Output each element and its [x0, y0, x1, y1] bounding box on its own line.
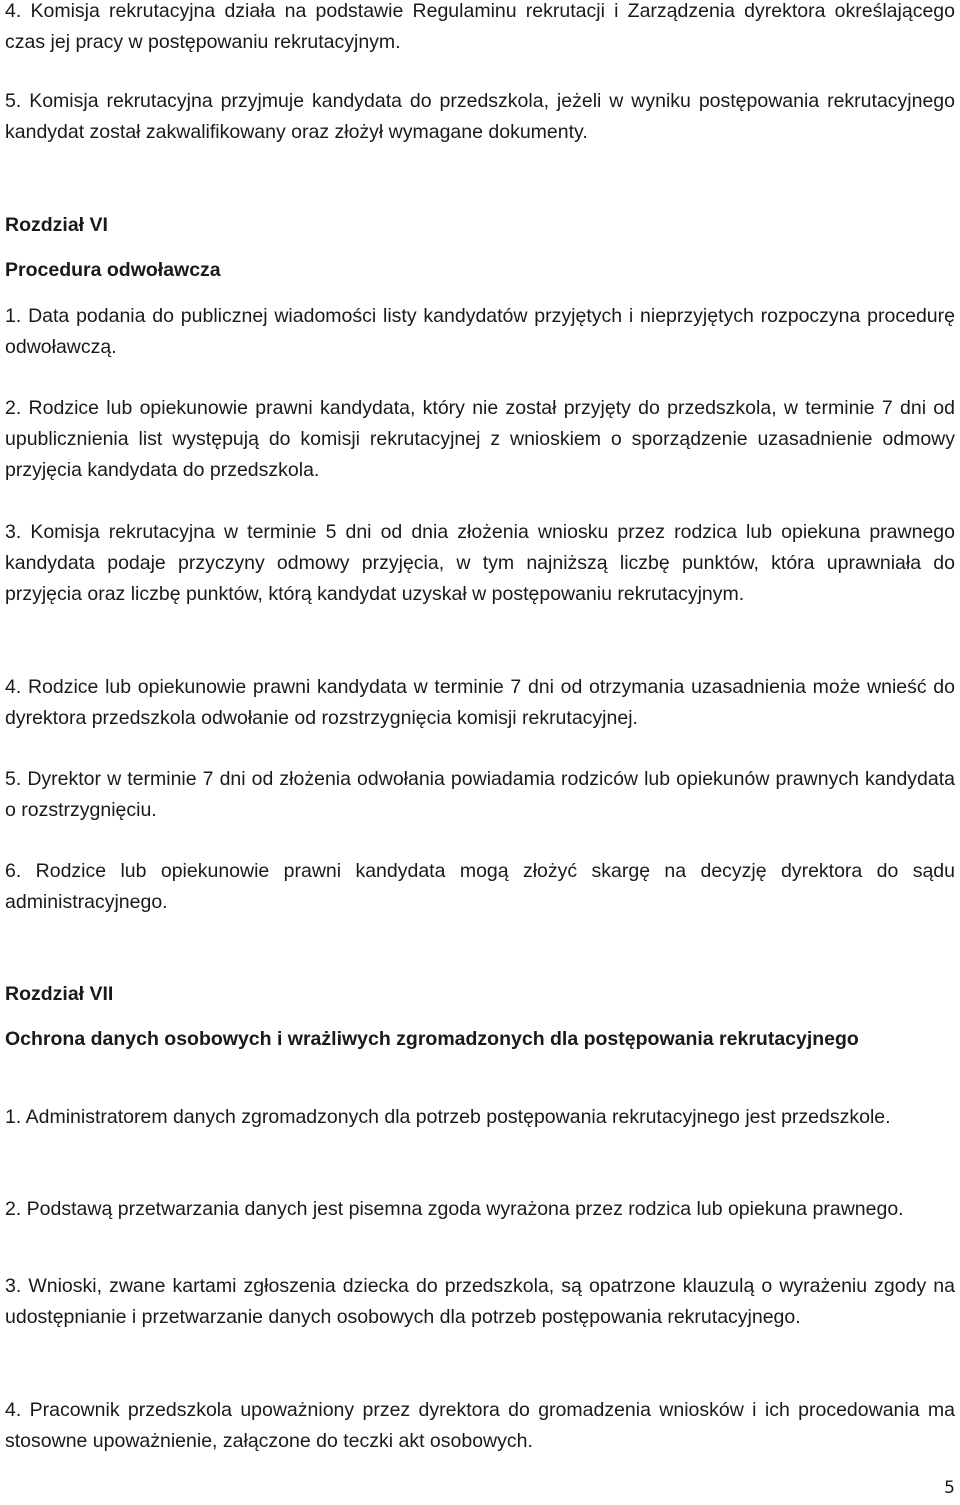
- chapter-7-title: Ochrona danych osobowych i wrażliwych zgromadzonych dla postępowania rekrutacyjnego: [5, 1028, 859, 1050]
- paragraph-7-3: 3. Wnioski, zwane kartami zgłoszenia dziecka do przedszkola, są opatrzone klauzulą o wyrażeniu zgody na udostępnianie i przetwarzanie danych osobowych dla potrzeb postępowania rekrutacyjnego.: [5, 1275, 955, 1328]
- chapter-7-heading: Rozdział VII: [5, 983, 114, 1005]
- paragraph-7-2: 2. Podstawą przetwarzania danych jest pisemna zgoda wyrażona przez rodzica lub opiekuna prawnego.: [5, 1198, 904, 1220]
- paragraph-6-2: 2. Rodzice lub opiekunowie prawni kandydata, który nie został przyjęty do przedszkola, w terminie 7 dni od upublicznienia list występują do komisji rekrutacyjnej z wnioskiem o sporządzenie uzasadnienie odmowy przyjęcia kandydata do przedszkola.: [5, 397, 955, 481]
- paragraph-7-1: 1. Administratorem danych zgromadzonych dla potrzeb postępowania rekrutacyjnego jest przedszkole.: [5, 1106, 891, 1128]
- chapter-6-heading: Rozdział VI: [5, 214, 108, 236]
- paragraph-6-4: 4. Rodzice lub opiekunowie prawni kandydata w terminie 7 dni od otrzymania uzasadnienia może wnieść do dyrektora przedszkola odwołanie od rozstrzygnięcia komisji rekrutacyjnej.: [5, 676, 955, 729]
- paragraph-6-5: 5. Dyrektor w terminie 7 dni od złożenia odwołania powiadamia rodziców lub opiekunów prawnych kandydata o rozstrzygnięciu.: [5, 768, 955, 821]
- paragraph-5-4: 4. Komisja rekrutacyjna działa na podstawie Regulaminu rekrutacji i Zarządzenia dyrektora określającego czas jej pracy w postępowaniu rekrutacyjnym.: [5, 0, 955, 53]
- paragraph-6-3: 3. Komisja rekrutacyjna w terminie 5 dni od dnia złożenia wniosku przez rodzica lub opiekuna prawnego kandydata podaje przyczyny odmowy przyjęcia, w tym najniższą liczbę punktów, która uprawniała do przyjęcia oraz liczbę punktów, którą kandydat uzyskał w postępowaniu rekrutacyjnym.: [5, 521, 955, 605]
- paragraph-5-5: 5. Komisja rekrutacyjna przyjmuje kandydata do przedszkola, jeżeli w wyniku postępowania rekrutacyjnego kandydat został zakwalifikowany oraz złożył wymagane dokumenty.: [5, 90, 955, 143]
- paragraph-6-6: 6. Rodzice lub opiekunowie prawni kandydata mogą złożyć skargę na decyzję dyrektora do sądu administracyjnego.: [5, 860, 955, 913]
- paragraph-7-4: 4. Pracownik przedszkola upoważniony przez dyrektora do gromadzenia wniosków i ich procedowania ma stosowne upoważnienie, załączone do teczki akt osobowych.: [5, 1399, 955, 1452]
- page-number: 5: [944, 1478, 955, 1498]
- paragraph-6-1: 1. Data podania do publicznej wiadomości listy kandydatów przyjętych i nieprzyjętych rozpoczyna procedurę odwoławczą.: [5, 305, 955, 358]
- chapter-6-title: Procedura odwoławcza: [5, 259, 221, 281]
